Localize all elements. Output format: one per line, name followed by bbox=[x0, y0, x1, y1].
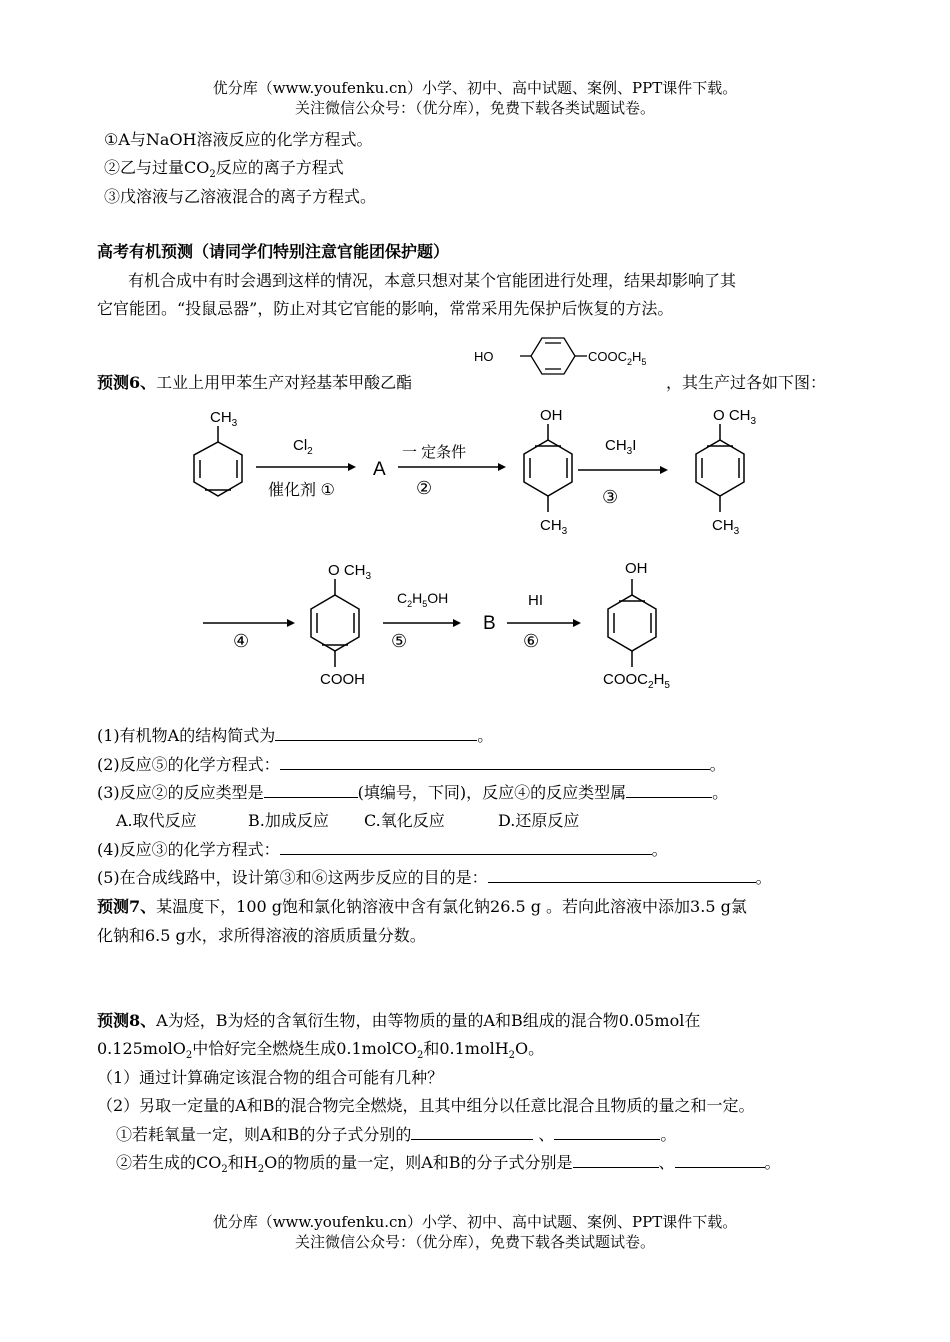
step-5-label: ⑤ bbox=[391, 631, 408, 651]
p7-line1: 预测7、某温度下，100 g饱和氯化钠溶液中含有氯化钠26.5 g 。若向此溶液中添加3.5 g氯 bbox=[97, 897, 747, 916]
reagent-cl2: $Cl_2$ bbox=[293, 437, 313, 457]
benzene-ring-inline bbox=[520, 338, 587, 374]
reagent-ch3i: $CH_3I$ bbox=[605, 437, 637, 457]
catalyst-label: 催化剂 ① bbox=[268, 482, 335, 499]
p7-line2: 化钠和6.5 g水，求所得溶液的溶质质量分数。 bbox=[97, 926, 426, 945]
product-oh: OH bbox=[625, 560, 648, 577]
toluene-ch3: $CH_3$ bbox=[210, 409, 238, 429]
anisic-acid-ring bbox=[311, 579, 359, 667]
section-paragraph-line2: 它官能团。“投鼠忌器”，防止对其它官能的影响，常常采用先保护后恢复的方法。 bbox=[97, 299, 674, 318]
anisic-acid-cooh: COOH bbox=[320, 671, 365, 688]
page-footer-line2: 关注微信公众号：（优分库），免费下载各类试题试卷。 bbox=[294, 1233, 655, 1251]
answer-blank-8b2[interactable] bbox=[675, 1152, 765, 1168]
methylanisole-ch3: $CH_3$ bbox=[712, 517, 740, 537]
intermediate-a: A bbox=[373, 459, 386, 480]
p6-intro-end: ，其生产过各如下图： bbox=[666, 373, 827, 392]
reaction-scheme-row1 bbox=[180, 400, 780, 545]
p6-intro: 预测6、工业上用甲苯生产对羟基苯甲酸乙酯 bbox=[97, 373, 413, 392]
option-c: C.氧化反应 bbox=[364, 811, 445, 830]
anisic-acid-och3: O $CH_3$ bbox=[328, 562, 372, 582]
p8-question-2a: ①若耗氧量一定，则A和B的分子式分别的 、 。 bbox=[116, 1125, 677, 1144]
p8-question-2b: ②若生成的$CO_2$和$H_2O$的物质的量一定，则A和B的分子式分别是 、 。 bbox=[116, 1153, 781, 1176]
answer-blank-3a[interactable] bbox=[264, 782, 358, 798]
p-cresol-ch3: $CH_3$ bbox=[540, 517, 568, 537]
ester-label: $COOC_2H_5$ bbox=[588, 349, 647, 367]
p6-question-5: (5)在合成线路中，设计第③和⑥这两步反应的目的是： 。 bbox=[97, 868, 772, 887]
p8-question-2: （2）另取一定量的A和B的混合物完全燃烧，且其中组分以任意比混合且物质的量之和一定。 bbox=[97, 1096, 755, 1115]
reagent-hi: HI bbox=[528, 592, 543, 609]
option-d: D.还原反应 bbox=[498, 811, 580, 830]
p8-question-1: （1）通过计算确定该混合物的组合可能有几种？ bbox=[97, 1068, 444, 1087]
section-paragraph-line1: 有机合成中有时会遇到这样的情况，本意只想对某个官能团进行处理，结果却影响了其 bbox=[128, 271, 737, 290]
answer-blank-8a1[interactable] bbox=[411, 1124, 533, 1140]
step-2-label: ② bbox=[416, 478, 433, 498]
p-cresol-oh: OH bbox=[540, 407, 563, 424]
intermediate-b: B bbox=[483, 613, 496, 634]
reaction-scheme-row2 bbox=[195, 553, 715, 693]
p6-question-2: (2)反应⑤的化学方程式： 。 bbox=[97, 755, 726, 774]
option-b: B.加成反应 bbox=[248, 811, 329, 830]
section-title: 高考有机预测（请同学们特别注意官能团保护题） bbox=[97, 242, 450, 261]
product-structure-inline bbox=[470, 328, 670, 384]
toluene-ring bbox=[194, 426, 242, 496]
product-ring bbox=[608, 579, 656, 667]
p-cresol-ring bbox=[524, 424, 572, 512]
step-6-label: ⑥ bbox=[523, 631, 540, 651]
intro-question-1: ①A与NaOH溶液反应的化学方程式。 bbox=[104, 130, 373, 149]
intro-question-3: ③戊溶液与乙溶液混合的离子方程式。 bbox=[104, 187, 377, 206]
p8-line2: 0.125molO$_2$中恰好完全燃烧生成0.1molCO$_2$和0.1molH$_2$O。 bbox=[97, 1039, 545, 1062]
answer-blank-4[interactable] bbox=[280, 839, 652, 855]
step-3-label: ③ bbox=[602, 487, 619, 507]
step-4-label: ④ bbox=[233, 631, 250, 651]
product-ester: $COOC_2H_5$ bbox=[603, 671, 670, 691]
answer-blank-1[interactable] bbox=[275, 725, 477, 741]
p8-line1: 预测8、A为烃，B为烃的含氧衍生物，由等物质的量的A和B组成的混合物0.05mol在 bbox=[97, 1011, 701, 1030]
reagent-ethanol: $C_2H_5OH$ bbox=[397, 590, 449, 609]
page-header-line2: 关注微信公众号：（优分库），免费下载各类试题试卷。 bbox=[294, 99, 655, 117]
answer-blank-8a2[interactable] bbox=[554, 1124, 660, 1140]
p6-question-4: (4)反应③的化学方程式： 。 bbox=[97, 840, 668, 859]
intro-question-2: ②乙与过量$CO_2$反应的离子方程式 bbox=[104, 158, 344, 181]
page-header-line1: 优分库（www.youfenku.cn）小学、初中、高中试题、案例、PPT课件下载。 bbox=[212, 79, 738, 97]
methylanisole-ring bbox=[696, 424, 744, 512]
answer-blank-8b1[interactable] bbox=[573, 1152, 659, 1168]
condition-label: 一 定条件 bbox=[402, 444, 467, 461]
answer-blank-2[interactable] bbox=[280, 754, 710, 770]
methylanisole-och3: O $CH_3$ bbox=[713, 407, 757, 427]
p6-question-1: (1)有机物A的结构简式为 。 bbox=[97, 726, 494, 745]
option-a: A.取代反应 bbox=[116, 811, 197, 830]
answer-blank-3b[interactable] bbox=[626, 782, 712, 798]
answer-blank-5[interactable] bbox=[488, 867, 756, 883]
ho-label: HO bbox=[474, 349, 494, 364]
p6-question-3: (3)反应②的反应类型是 (填编号，下同)，反应④的反应类型属 。 bbox=[97, 783, 729, 802]
page-footer-line1: 优分库（www.youfenku.cn）小学、初中、高中试题、案例、PPT课件下载。 bbox=[212, 1213, 738, 1231]
